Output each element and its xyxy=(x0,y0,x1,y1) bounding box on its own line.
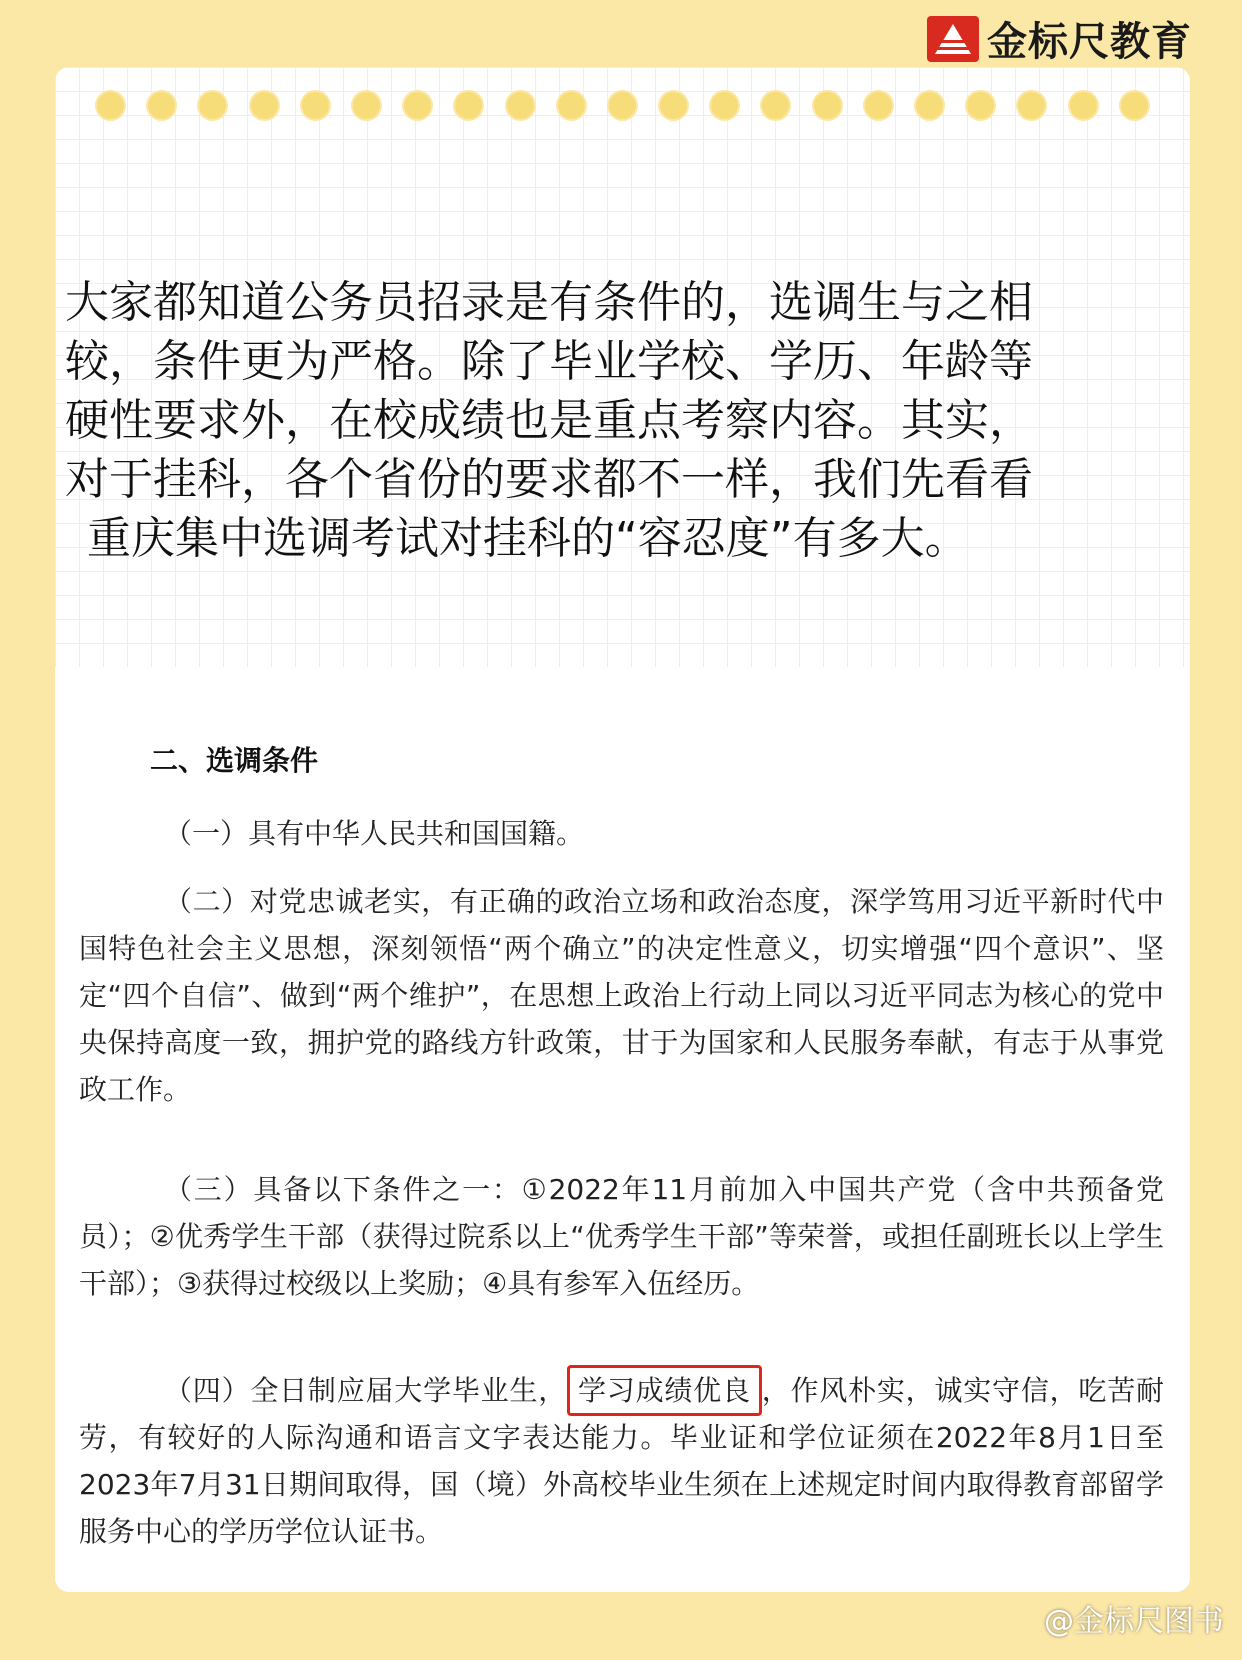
binder-hole xyxy=(251,92,278,119)
condition-paragraph-4 xyxy=(79,1367,1164,1555)
binder-hole xyxy=(353,92,380,119)
intro-line: 硬性要求外，在校成绩也是重点考察内容。其实， xyxy=(65,395,1033,446)
brand-header xyxy=(927,10,1192,67)
binder-hole xyxy=(660,92,687,119)
condition-paragraph-3: （三）具备以下条件之一：①2022年11月前加入中国共产党（含中共预备党员）；②优秀学生干部（获得过院系以上“优秀学生干部”等荣誉，或担任副班长以上学生干部）；③获得过校级以上奖励；④具有参军入伍经历。 xyxy=(79,1173,1164,1300)
binder-hole xyxy=(1070,92,1097,119)
binder-dots xyxy=(97,92,1148,119)
binder-hole xyxy=(455,92,482,119)
binder-hole xyxy=(507,92,534,119)
watermark: @金标尺图书 xyxy=(1044,1604,1224,1639)
binder-hole xyxy=(302,92,329,119)
intro-text xyxy=(65,273,1185,568)
binder-hole xyxy=(865,92,892,119)
binder-hole xyxy=(967,92,994,119)
intro-line: 大家都知道公务员招录是有条件的，选调生与之相 xyxy=(65,277,1033,328)
binder-hole xyxy=(916,92,943,119)
document-excerpt xyxy=(55,667,1190,1592)
highlight-box: 学习成绩优良 xyxy=(567,1365,762,1416)
paragraph-text: （四）全日制应届大学毕业生， xyxy=(164,1374,568,1407)
paragraph-text: ，作风朴实，诚实守信，吃苦耐劳，有较好的人际沟通和语言文字表达能力。毕业证和学位证须在2022年8月1日至2023年7月31日期间取得，国（境）外高校毕业生须在上述规定时间内取得教育部留学服务中心的学历学位认证书。 xyxy=(79,1374,1164,1548)
condition-paragraph-1: （一）具有中华人民共和国国籍。 xyxy=(164,817,585,850)
binder-hole xyxy=(1018,92,1045,119)
binder-hole xyxy=(199,92,226,119)
intro-line: 重庆集中选调考试对挂科的“容忍度”有多大。 xyxy=(87,513,969,564)
binder-hole xyxy=(814,92,841,119)
intro-line: 较，条件更为严格。除了毕业学校、学历、年龄等 xyxy=(65,336,1033,387)
binder-hole xyxy=(762,92,789,119)
binder-hole xyxy=(609,92,636,119)
binder-hole xyxy=(97,92,124,119)
binder-hole xyxy=(148,92,175,119)
pyramid-logo-icon xyxy=(927,16,979,62)
binder-hole xyxy=(558,92,585,119)
brand-name: 金标尺教育 xyxy=(987,19,1192,65)
notebook-paper xyxy=(55,67,1190,1592)
condition-paragraph-2: （二）对党忠诚老实，有正确的政治立场和政治态度，深学笃用习近平新时代中国特色社会主义思想，深刻领悟“两个确立”的决定性意义，切实增强“四个意识”、坚定“四个自信”、做到“两个维护”，在思想上政治上行动上同以习近平同志为核心的党中央保持高度一致，拥护党的路线方针政策，甘于为国家和人民服务奉献，有志于从事党政工作。 xyxy=(79,885,1164,1106)
binder-hole xyxy=(404,92,431,119)
binder-hole xyxy=(1121,92,1148,119)
binder-hole xyxy=(711,92,738,119)
intro-line: 对于挂科，各个省份的要求都不一样，我们先看看 xyxy=(65,454,1033,505)
section-title: 二、选调条件 xyxy=(150,744,319,777)
